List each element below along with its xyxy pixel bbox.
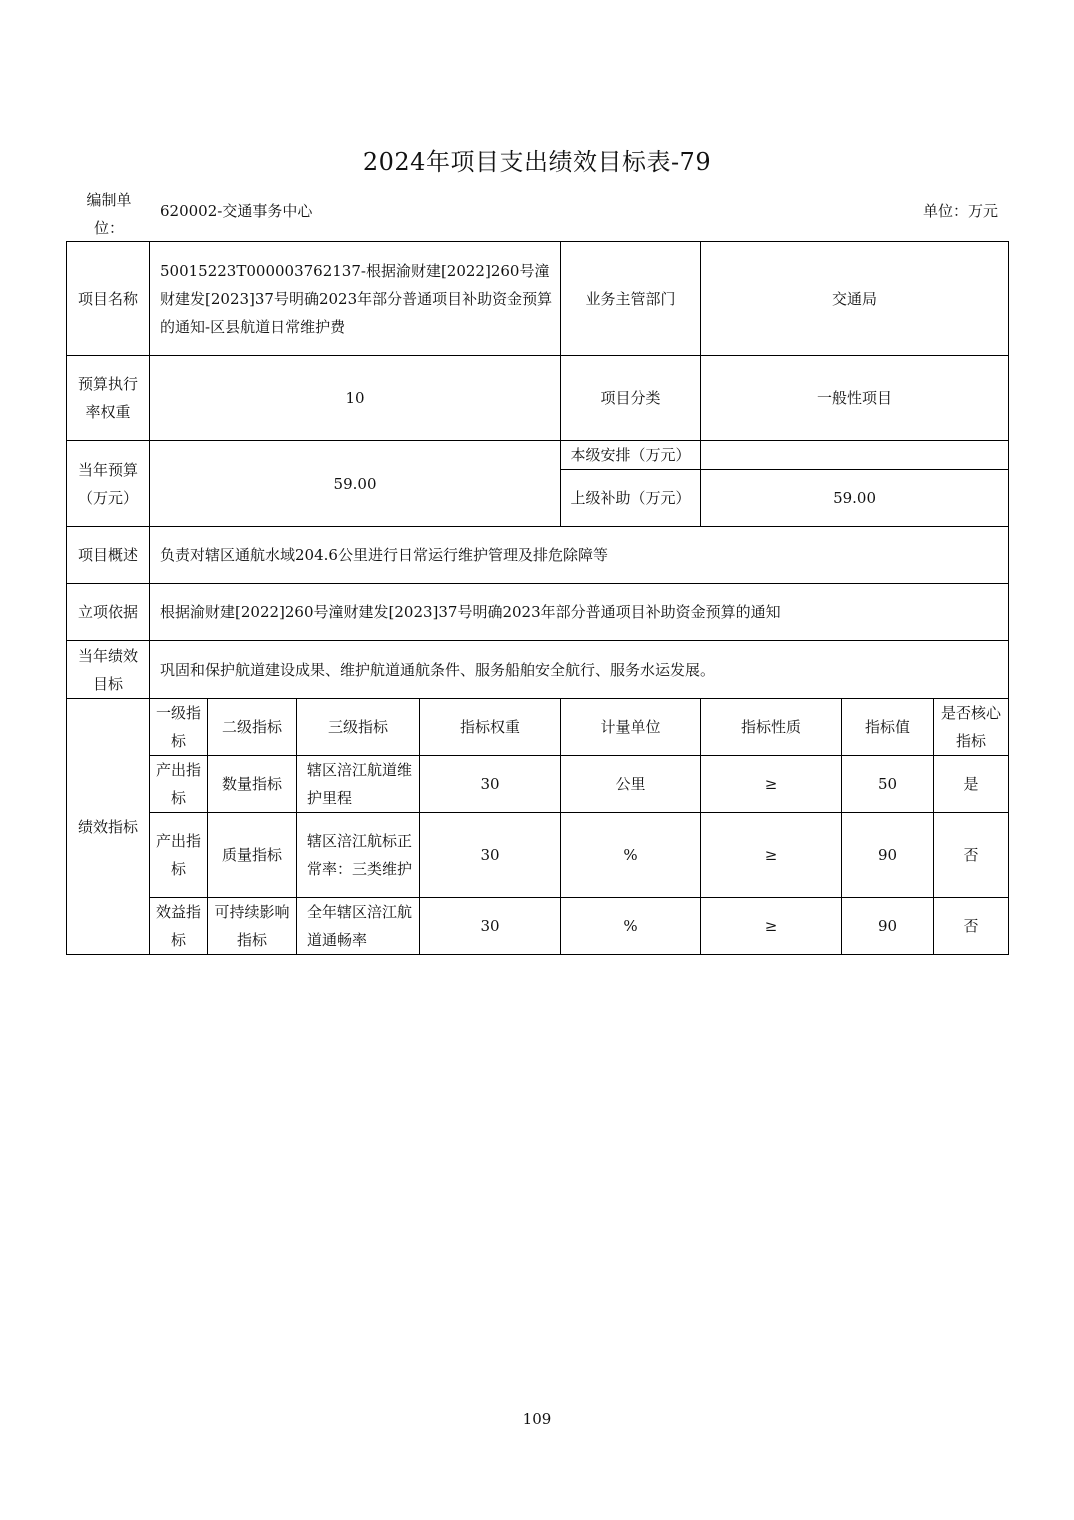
local-label: 本级安排（万元） [561,441,701,470]
row2-unit: % [561,813,701,898]
row3-unit: % [561,898,701,955]
local-value [701,441,1009,470]
row2-core: 否 [934,813,1009,898]
row3-core: 否 [934,898,1009,955]
project-name-value: 50015223T000003762137-根据渝财建[2022]260号潼财建发[2023]37号明确2023年部分普通项目补助资金预算的通知-区县航道日常维护费 [150,242,561,356]
budget-value: 59.00 [150,441,561,527]
project-name-label: 项目名称 [67,242,150,356]
basis-value: 根据渝财建[2022]260号潼财建发[2023]37号明确2023年部分普通项目补助资金预算的通知 [150,584,1009,641]
row3-weight: 30 [420,898,561,955]
table-row [67,756,1009,813]
header-level3: 三级指标 [297,699,420,756]
header-weight: 指标权重 [420,699,561,756]
row3-value: 90 [842,898,934,955]
goal-label: 当年绩效目标 [67,641,150,699]
overview-value: 负责对辖区通航水域204.6公里进行日常运行维护管理及排危除障等 [150,527,1009,584]
money-unit: 单位：万元 [922,202,998,220]
row2-level2: 质量指标 [208,813,297,898]
header-level1: 一级指标 [150,699,208,756]
unit-value: 620002-交通事务中心 [160,202,313,220]
budget-label: 当年预算（万元） [67,441,150,527]
basis-label: 立项依据 [67,584,150,641]
row3-nature: ≥ [701,898,842,955]
row1-level3: 辖区涪江航道维护里程 [297,756,420,813]
category-value: 一般性项目 [701,356,1009,441]
page-title: 2024年项目支出绩效目标表-79 [362,148,712,176]
weight-value: 10 [150,356,561,441]
row1-level1: 产出指标 [150,756,208,813]
dept-label: 业务主管部门 [561,242,701,356]
header-nature: 指标性质 [701,699,842,756]
category-label: 项目分类 [561,356,701,441]
upper-label: 上级补助（万元） [561,470,701,527]
table-row [67,813,1009,898]
goal-value: 巩固和保护航道建设成果、维护航道通航条件、服务船舶安全航行、服务水运发展。 [150,641,1009,699]
unit-label: 编制单位： [86,191,132,237]
dept-value: 交通局 [701,242,1009,356]
row2-nature: ≥ [701,813,842,898]
row1-level2: 数量指标 [208,756,297,813]
row3-level1: 效益指标 [150,898,208,955]
header-core: 是否核心指标 [934,699,1009,756]
row1-core: 是 [934,756,1009,813]
row2-level1: 产出指标 [150,813,208,898]
row2-level3: 辖区涪江航标正常率：三类维护 [297,813,420,898]
row1-weight: 30 [420,756,561,813]
row1-value: 50 [842,756,934,813]
indicators-label: 绩效指标 [67,699,150,955]
performance-table [66,241,1009,955]
weight-label: 预算执行率权重 [67,356,150,441]
header-value: 指标值 [842,699,934,756]
row3-level2: 可持续影响指标 [208,898,297,955]
header-level2: 二级指标 [208,699,297,756]
table-row [67,898,1009,955]
row2-value: 90 [842,813,934,898]
page-number: 109 [522,1410,552,1428]
header-unit: 计量单位 [561,699,701,756]
row2-weight: 30 [420,813,561,898]
row3-level3: 全年辖区涪江航道通畅率 [297,898,420,955]
row1-unit: 公里 [561,756,701,813]
overview-label: 项目概述 [67,527,150,584]
upper-value: 59.00 [701,470,1009,527]
row1-nature: ≥ [701,756,842,813]
